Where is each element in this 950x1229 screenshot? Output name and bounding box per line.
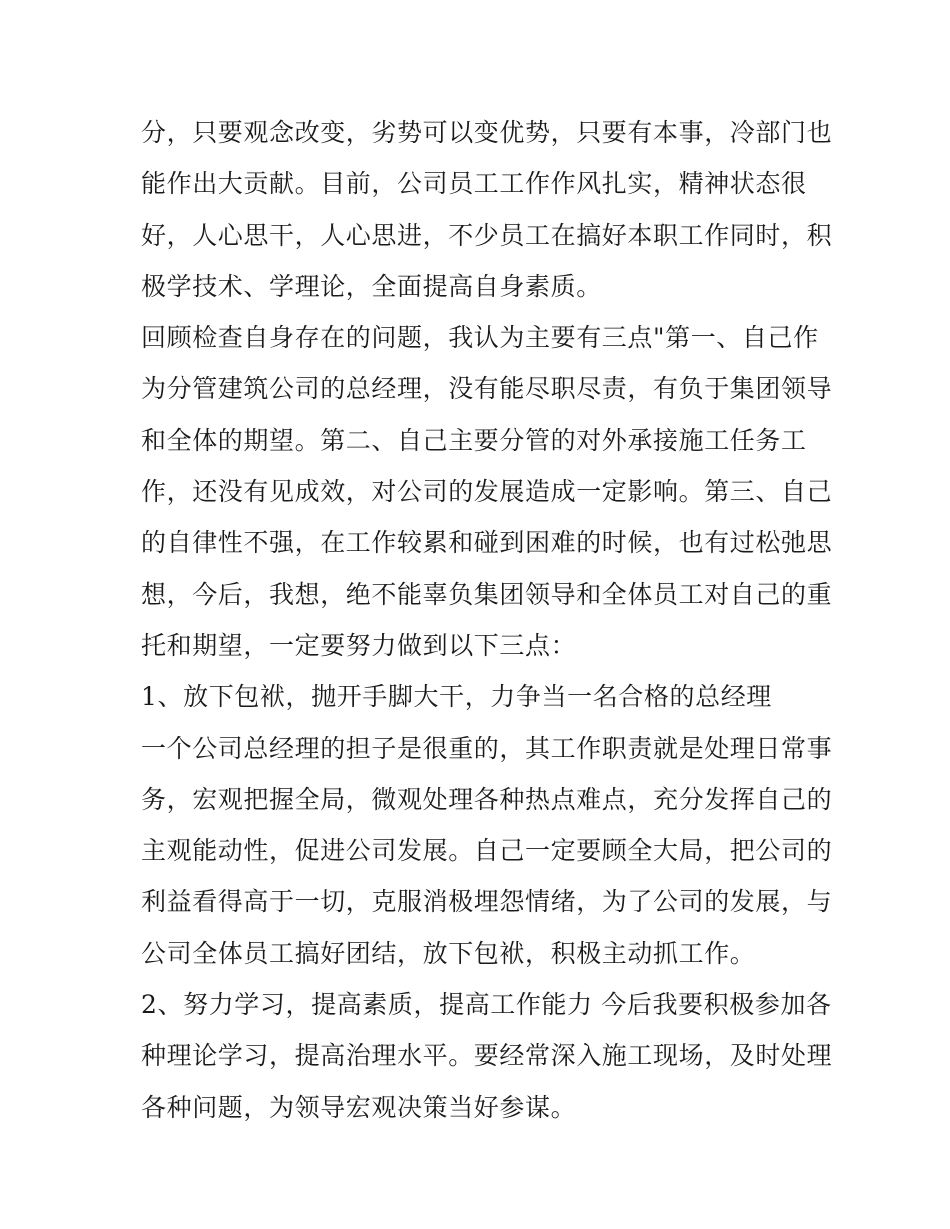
text-line: 回顾检查自身存在的问题，我认为主要有三点"第一、自己作 <box>141 323 819 353</box>
text-line: 好，人心思干，人心思进，不少员工在搞好本职工作同时，积 <box>141 220 833 250</box>
text-line: 的自律性不强，在工作较累和碰到困难的时候，也有过松弛思 <box>141 528 833 558</box>
text-line: 公司全体员工搞好团结，放下包袱，积极主动抓工作。 <box>141 938 756 968</box>
text-line: 托和期望，一定要努力做到以下三点： <box>141 630 577 660</box>
text-line: 为分管建筑公司的总经理，没有能尽职尽责，有负于集团领导 <box>141 374 833 404</box>
text-line: 种理论学习，提高治理水平。要经常深入施工现场，及时处理 <box>141 1041 833 1071</box>
text-line: 主观能动性，促进公司发展。自己一定要顾全大局，把公司的 <box>141 836 833 866</box>
text-line: 一个公司总经理的担子是很重的，其工作职责就是处理日常事 <box>141 733 833 763</box>
text-line: 各种问题，为领导宏观决策当好参谋。 <box>141 1092 577 1122</box>
text-line: 分，只要观念改变，劣势可以变优势，只要有本事，冷部门也 <box>141 118 833 147</box>
text-line: 务，宏观把握全局，微观处理各种热点难点，充分发挥自己的 <box>141 784 833 814</box>
document-body <box>141 107 833 1133</box>
heading-point-2: 2、努力学习，提高素质，提高工作能力 今后我要积极参加各 <box>141 990 832 1020</box>
text-line: 极学技术、学理论，全面提高自身素质。 <box>141 271 602 301</box>
text-line: 想，今后，我想，绝不能辜负集团领导和全体员工对自己的重 <box>141 579 833 609</box>
text-line: 利益看得高于一切，克服消极埋怨情绪，为了公司的发展，与 <box>141 887 833 917</box>
heading-point-1: 1、放下包袱，抛开手脚大干，力争当一名合格的总经理 <box>141 682 772 712</box>
text-line: 能作出大贡献。目前，公司员工工作作风扎实，精神状态很 <box>141 169 807 199</box>
text-line: 和全体的期望。第二、自己主要分管的对外承接施工任务工 <box>141 425 807 455</box>
text-line: 作，还没有见成效，对公司的发展造成一定影响。第三、自己 <box>141 477 833 507</box>
